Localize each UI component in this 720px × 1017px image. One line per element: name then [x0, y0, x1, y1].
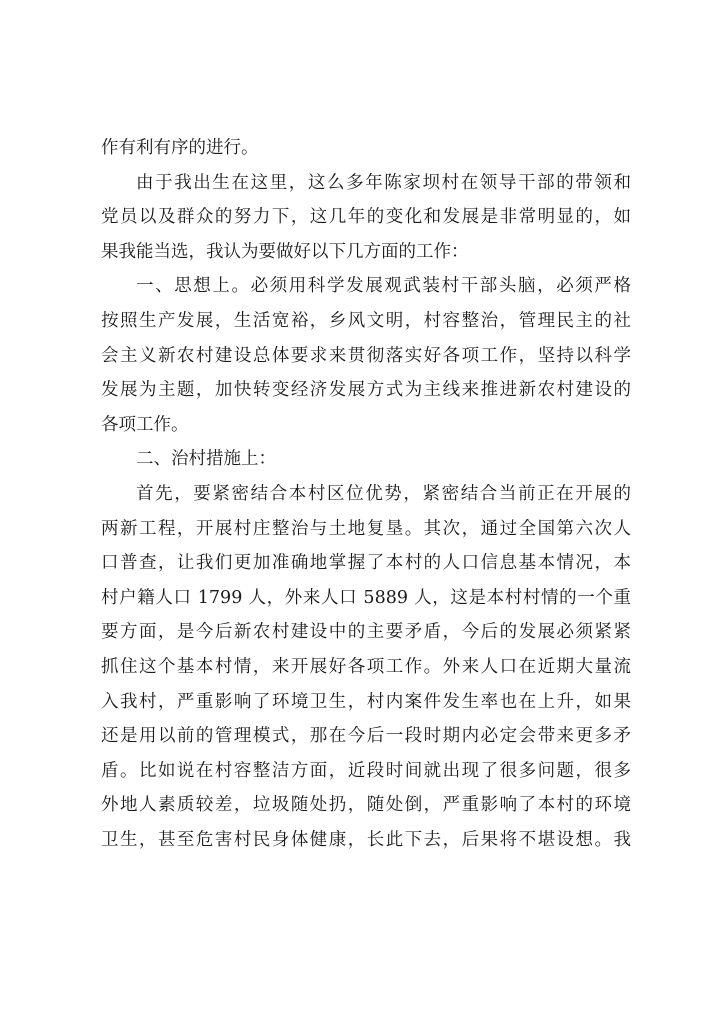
text-line: 盾。比如说在村容整洁方面，近段时间就出现了很多问题，很多: [101, 760, 631, 781]
text-line: 村户籍人口 1799 人，外来人口 5889 人，这是本村村情的一个重: [101, 587, 631, 608]
text-line: 二、治村措施上：: [136, 449, 276, 470]
text-line: 首先，要紧密结合本村区位优势，紧密结合当前正在开展的: [136, 483, 631, 504]
text-line: 两新工程，开展村庄整治与土地复垦。其次，通过全国第六次人: [101, 518, 631, 539]
text-line: 入我村，严重影响了环境卫生，村内案件发生率也在上升，如果: [101, 691, 631, 712]
text-line: 发展为主题，加快转变经济发展方式为主线来推进新农村建设的: [101, 380, 631, 401]
text-line: 各项工作。: [101, 414, 189, 435]
text-line: 口普查，让我们更加准确地掌握了本村的人口信息基本情况，本: [101, 553, 631, 574]
text-line: 卫生，甚至危害村民身体健康，长此下去，后果将不堪设想。我: [101, 829, 631, 850]
text-line: 外地人素质较差，垃圾随处扔，随处倒，严重影响了本村的环境: [101, 795, 631, 816]
text-line: 抓住这个基本村情，来开展好各项工作。外来人口在近期大量流: [101, 656, 631, 677]
text-line: 果我能当选，我认为要做好以下几方面的工作：: [101, 241, 469, 262]
text-line: 党员以及群众的努力下，这几年的变化和发展是非常明显的，如: [101, 207, 631, 228]
text-line: 按照生产发展，生活宽裕，乡风文明，村容整治，管理民主的社: [101, 310, 631, 331]
body-text: [101, 131, 631, 857]
text-line: 还是用以前的管理模式，那在今后一段时期内必定会带来更多矛: [101, 726, 631, 747]
text-line: 要方面，是今后新农村建设中的主要矛盾，今后的发展必须紧紧: [101, 622, 631, 643]
text-line: 作有利有序的进行。: [101, 138, 259, 158]
text-line: 一、思想上。必须用科学发展观武装村干部头脑，必须严格: [136, 276, 631, 297]
text-line: 由于我出生在这里，这么多年陈家坝村在领导干部的带领和: [136, 172, 631, 193]
text-line: 会主义新农村建设总体要求来贯彻落实好各项工作，坚持以科学: [101, 345, 631, 366]
